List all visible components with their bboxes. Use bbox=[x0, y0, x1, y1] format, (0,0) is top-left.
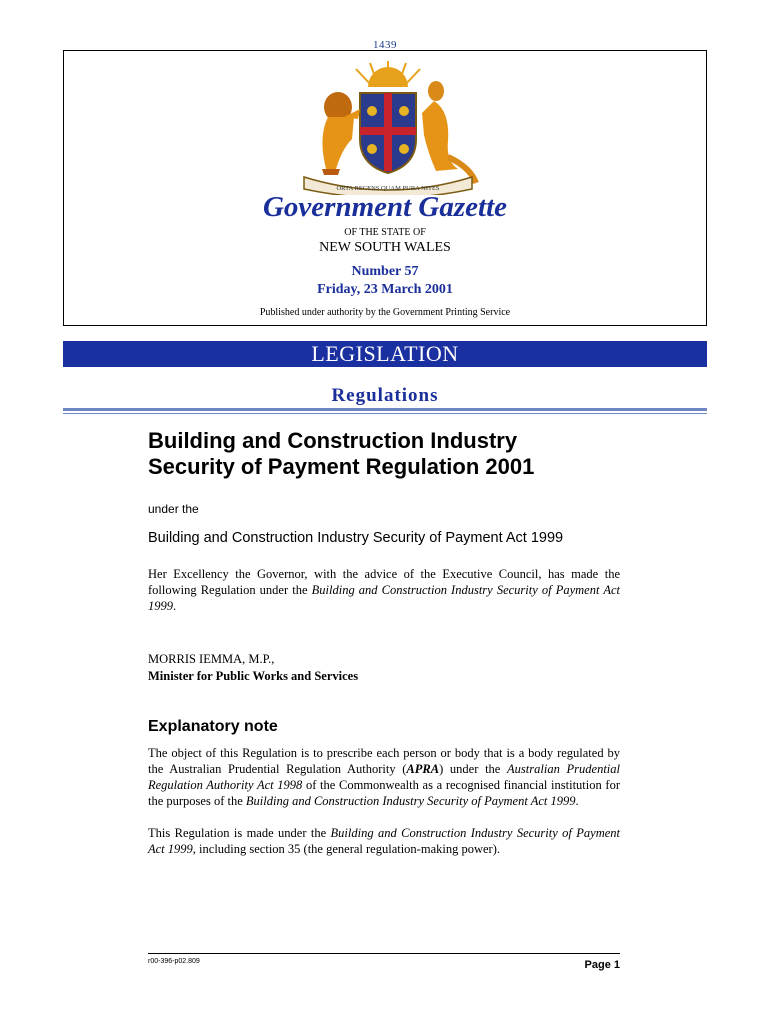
gazette-title: Government Gazette bbox=[262, 191, 508, 223]
kangaroo-supporter-icon bbox=[422, 81, 476, 183]
explanatory-paragraph-1 bbox=[148, 745, 620, 809]
expl2-security-act: Building and Construction Industry Security of Payment Act 1999 bbox=[148, 826, 620, 856]
published-authority-line: Published under authority by the Government Printing Service bbox=[259, 307, 511, 318]
legislation-banner: LEGISLATION bbox=[63, 341, 707, 367]
regulation-title-line-1: Building and Construction Industry bbox=[148, 428, 518, 453]
expl1-text-a: The object of this Regulation is to prescribe each person or body that is a body regulated by the Australian Prudential Regulation Authority ( bbox=[148, 746, 620, 776]
regulation-title-line-2: Security of Payment Regulation 2001 bbox=[148, 454, 535, 479]
expl1-apra-act: Australian Prudential Regulation Authority Act 1998 bbox=[148, 762, 620, 792]
expl1-text-c: ) under the bbox=[439, 762, 508, 776]
footer-page-label: Page 1 bbox=[584, 959, 620, 971]
expl1-text-g: . bbox=[575, 794, 579, 808]
regulation-title bbox=[148, 428, 668, 480]
footer-document-code: r00-396-p02.809 bbox=[148, 958, 200, 965]
rising-sun-icon bbox=[356, 61, 420, 87]
gazette-masthead bbox=[63, 50, 707, 326]
state-name: NEW SOUTH WALES bbox=[319, 240, 451, 255]
intro-act-italic: Building and Construction Industry Security of Payment Act 1999 bbox=[148, 583, 620, 613]
section-rule-thin bbox=[63, 413, 707, 414]
expl1-text-e: of the Commonwealth as a recognised financial institution for the purposes of the bbox=[148, 778, 620, 808]
under-the-label: under the bbox=[148, 502, 199, 516]
explanatory-paragraph-2 bbox=[148, 825, 620, 857]
gazette-date: Friday, 23 March 2001 bbox=[317, 282, 453, 297]
lion-supporter-icon bbox=[322, 92, 360, 175]
crest-motto: ORTA RECENS QUAM PURA NITES bbox=[336, 185, 440, 192]
gazette-page-number: 1439 bbox=[373, 39, 397, 51]
expl2-text-c: , including section 35 (the general regulation-making power). bbox=[192, 842, 500, 856]
explanatory-note-heading: Explanatory note bbox=[148, 718, 278, 735]
shield-icon bbox=[360, 93, 416, 173]
expl1-apra: APRA bbox=[406, 762, 440, 776]
intro-text-c: . bbox=[173, 599, 177, 613]
gazette-number: Number 57 bbox=[351, 264, 419, 279]
nsw-coat-of-arms-icon bbox=[288, 57, 488, 195]
expl1-security-act: Building and Construction Industry Security of Payment Act 1999 bbox=[245, 794, 576, 808]
footer-rule bbox=[148, 953, 620, 954]
minister-name: MORRIS IEMMA, M.P., bbox=[148, 652, 275, 666]
expl2-text-a: This Regulation is made under the bbox=[148, 826, 331, 840]
intro-text-a: Her Excellency the Governor, with the advice of the Executive Council, has made the following Regulation under the bbox=[148, 567, 620, 597]
section-rule-thick bbox=[63, 408, 707, 411]
enabling-act-name: Building and Construction Industry Security of Payment Act 1999 bbox=[148, 530, 564, 546]
minister-role: Minister for Public Works and Services bbox=[148, 669, 359, 683]
of-the-state-label: OF THE STATE OF bbox=[344, 227, 426, 238]
regulations-heading: Regulations bbox=[331, 385, 439, 406]
intro-paragraph bbox=[148, 566, 620, 614]
